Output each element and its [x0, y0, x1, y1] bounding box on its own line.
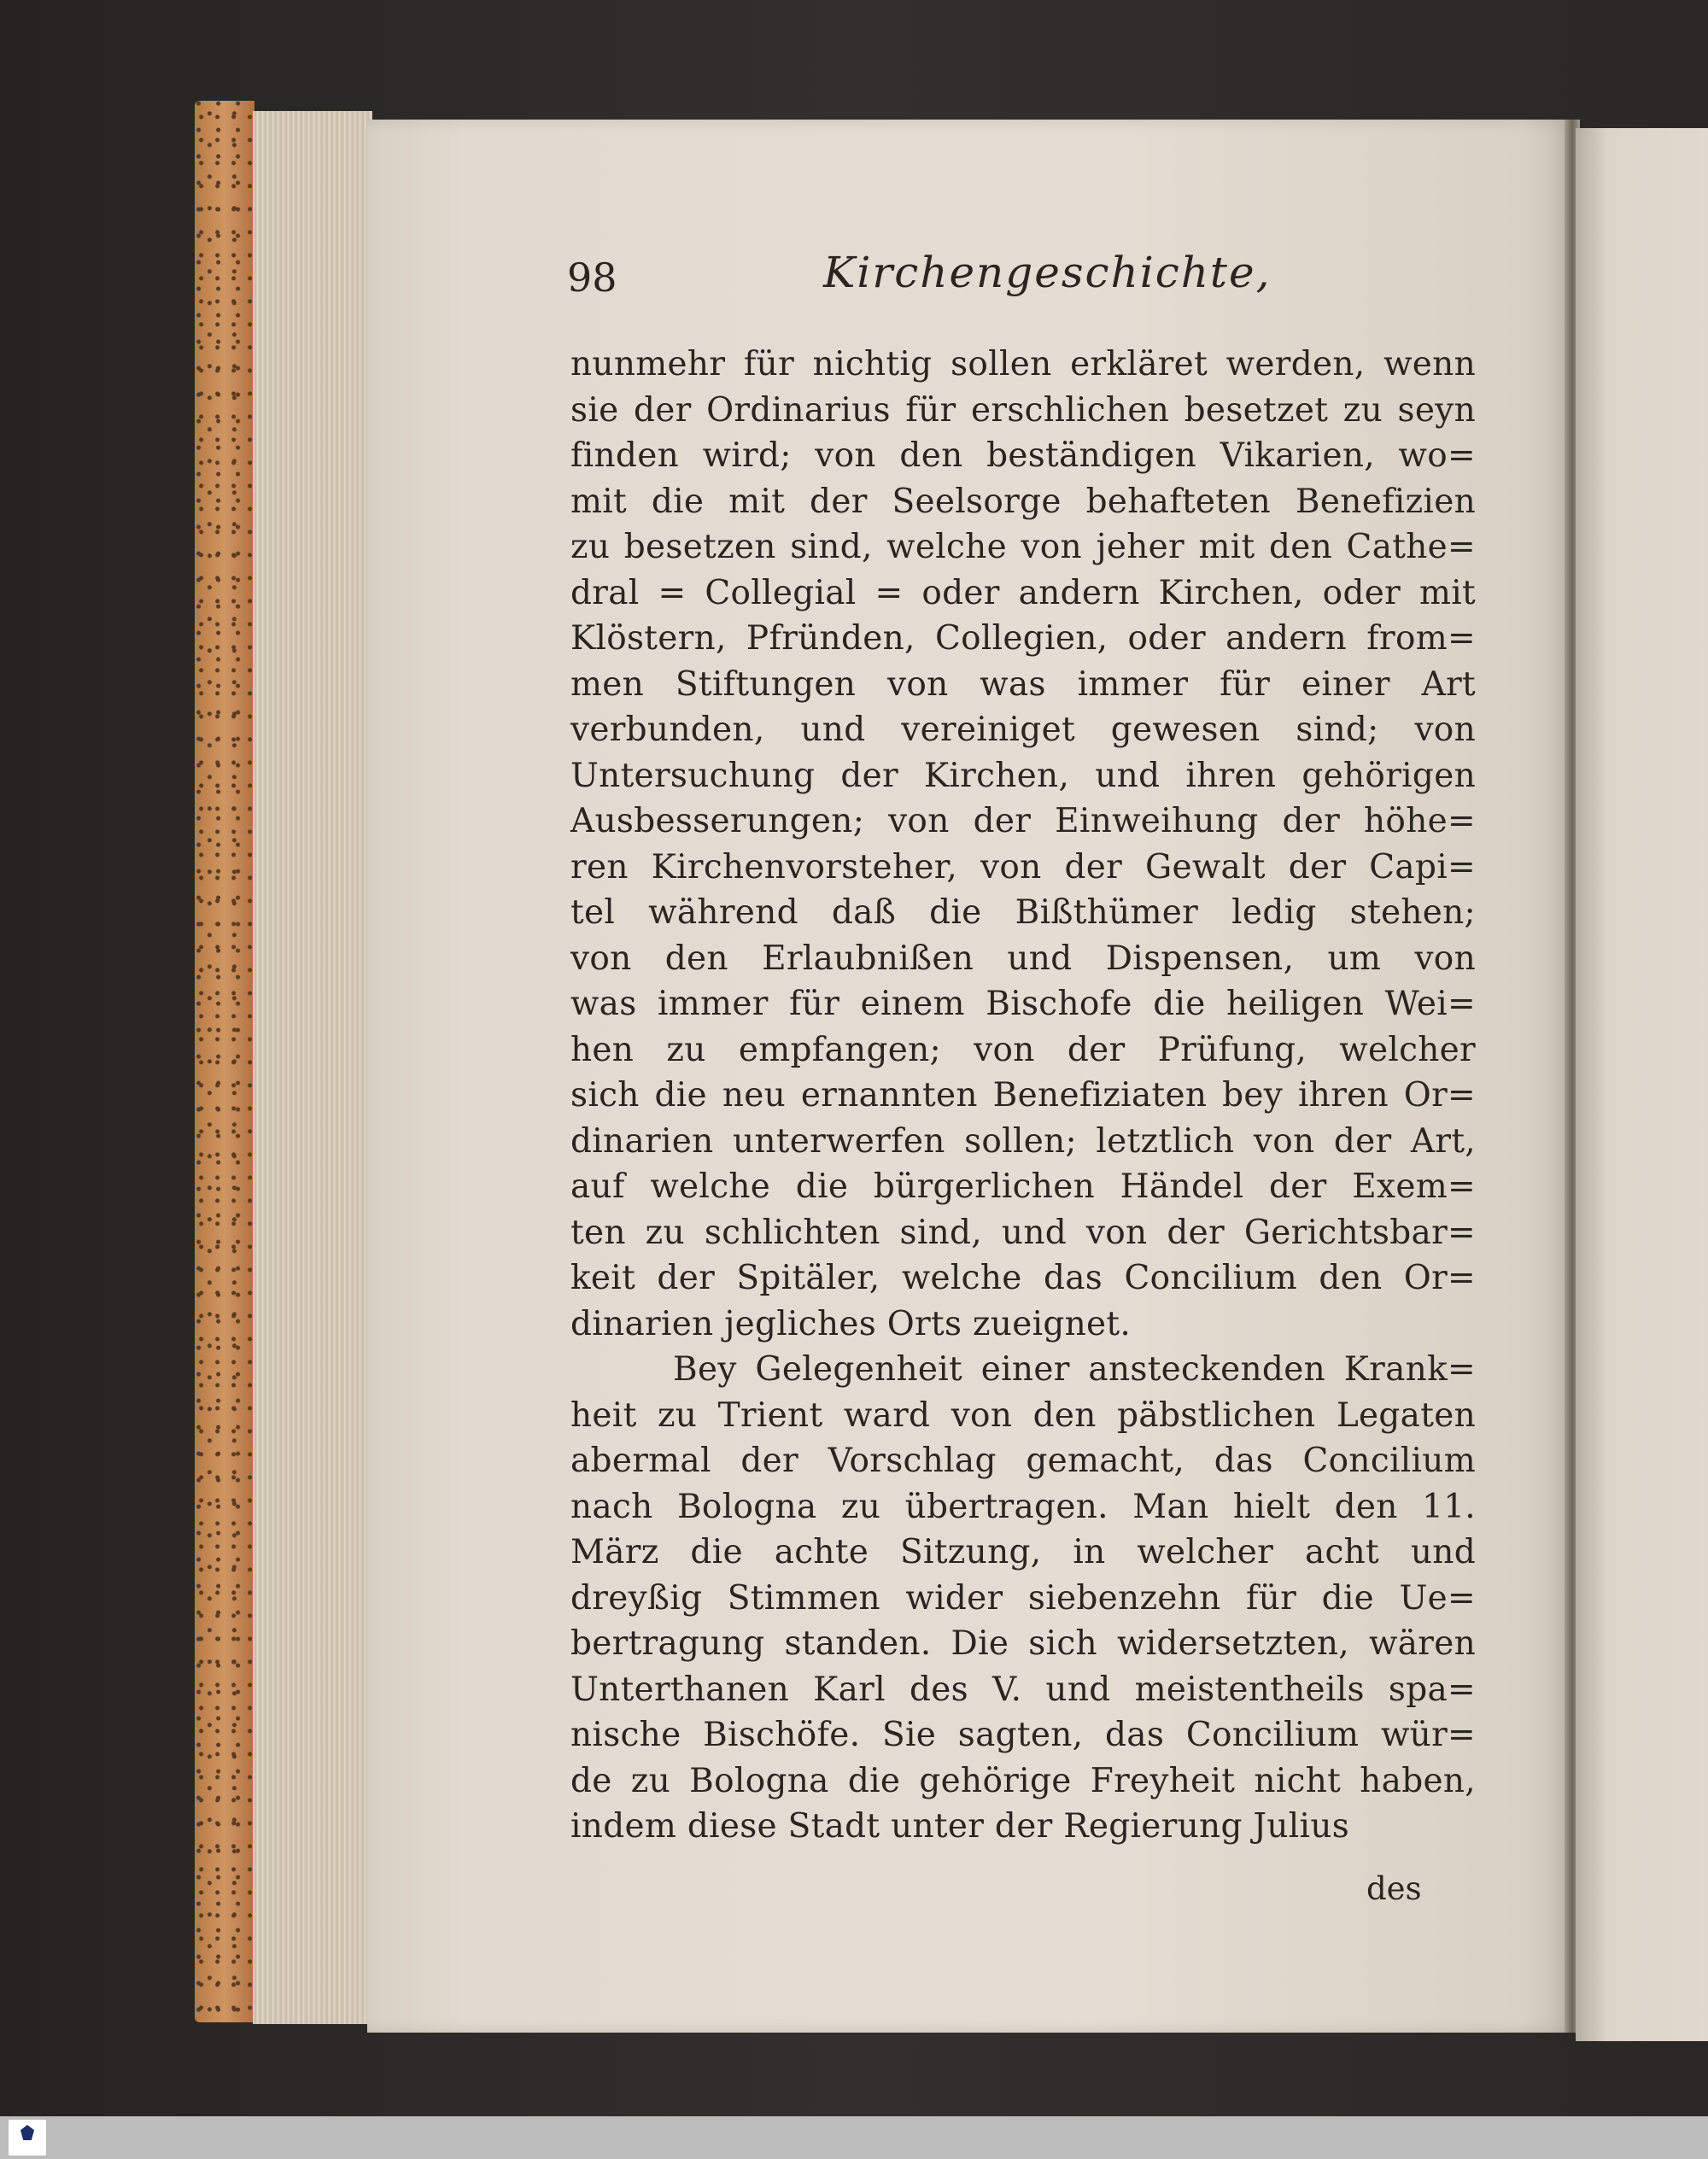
text-line: auf welche die bürgerlichen Händel der Exem=: [570, 1167, 1476, 1206]
page-stack: [253, 111, 372, 2024]
body-text: [570, 342, 1476, 1850]
text-line: keit der Spitäler, welche das Concilium den Or=: [570, 1259, 1476, 1297]
text-line: Klöstern, Pfründen, Collegien, oder andern from=: [570, 619, 1476, 658]
text-line: dinarien unterwerfen sollen; letztlich von der Art,: [570, 1121, 1476, 1161]
page-number: 98: [567, 255, 617, 301]
text-line: finden wird; von den beständigen Vikarien, wo=: [570, 436, 1476, 475]
text-line: verbunden, und vereiniget gewesen sind; von: [570, 711, 1476, 749]
text-line: sie der Ordinarius für erschlichen besetzet zu seyn: [570, 390, 1476, 430]
facing-page: [1576, 128, 1708, 2041]
viewer-footer-bar: [0, 2116, 1708, 2159]
text-line: Unterthanen Karl des V. und meistentheils spa=: [570, 1670, 1476, 1709]
page-header: [567, 248, 1455, 316]
text-line: ren Kirchenvorsteher, von der Gewalt der Capi=: [570, 847, 1476, 886]
text-line: nische Bischöfe. Sie sagten, das Concilium wür=: [570, 1716, 1476, 1754]
library-logo-icon: [9, 2120, 46, 2156]
text-line: von den Erlaubnißen und Dispensen, um von: [570, 939, 1476, 978]
text-line: März die achte Sitzung, in welcher acht und: [570, 1533, 1476, 1571]
catchword: des: [1366, 1870, 1422, 1907]
text-line: sich die neu ernannten Benefiziaten bey ihren Or=: [570, 1076, 1476, 1115]
text-line: nach Bologna zu übertragen. Man hielt den 11.: [570, 1487, 1476, 1526]
book-fore-edge: [195, 101, 254, 2022]
text-line: zu besetzen sind, welche von jeher mit den Cathe=: [570, 528, 1476, 566]
running-title: Kirchengeschichte,: [823, 248, 1272, 297]
text-line: men Stiftungen von was immer für einer Art: [570, 664, 1476, 704]
text-line: mit die mit der Seelsorge behafteten Benefizien: [570, 482, 1476, 521]
text-line: indem diese Stadt unter der Regierung Julius: [570, 1807, 1350, 1846]
text-line: Untersuchung der Kirchen, und ihren gehörigen: [570, 756, 1476, 795]
text-line: de zu Bologna die gehörige Freyheit nicht haben,: [570, 1761, 1476, 1800]
text-line: tel während daß die Bißthümer ledig stehen;: [570, 893, 1476, 932]
text-line: dinarien jegliches Orts zueignet.: [570, 1304, 1132, 1343]
text-line: abermal der Vorschlag gemacht, das Concilium: [570, 1442, 1476, 1480]
text-line: dral = Collegial = oder andern Kirchen, oder mit: [570, 573, 1476, 612]
text-line: hen zu empfangen; von der Prüfung, welcher: [570, 1030, 1476, 1069]
text-line: dreyßig Stimmen wider siebenzehn für die Ue=: [570, 1578, 1476, 1618]
text-line: was immer für einem Bischofe die heiligen Wei=: [570, 985, 1476, 1023]
text-line: heit zu Trient ward von den päbstlichen Legaten: [570, 1395, 1476, 1435]
text-line: Bey Gelegenheit einer ansteckenden Krank=: [673, 1350, 1476, 1389]
text-line: ten zu schlichten sind, und von der Gerichtsbar=: [570, 1213, 1476, 1252]
text-line: nunmehr für nichtig sollen erkläret werden, wenn: [570, 345, 1476, 383]
text-line: bertragung standen. Die sich widersetzten, wären: [570, 1624, 1476, 1663]
text-line: Ausbesserungen; von der Einweihung der höhe=: [570, 802, 1476, 840]
